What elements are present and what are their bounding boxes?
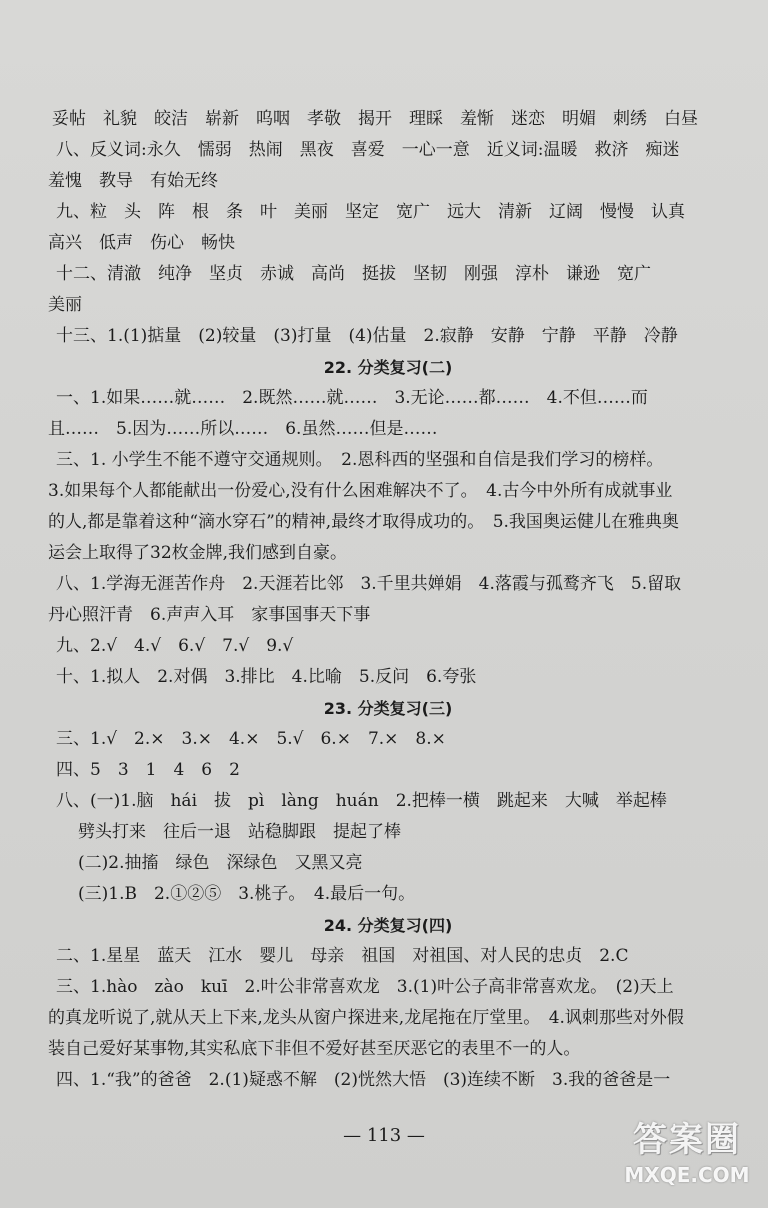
text-line: 且…… 5.因为……所以…… 6.虽然……但是…… [48,419,438,439]
text-line: 三、1.hào zào kuī 2.叶公非常喜欢龙 3.(1)叶公子高非常喜欢龙。 (2)天上 [56,977,674,997]
text-line: 八、(一)1.脑 hái 拔 pì làng huán 2.把棒一横 跳起来 大喊 举起棒 [56,791,667,811]
section-heading: 23. 分类复习(三) [323,699,453,718]
watermark-url: MXQE.COM [624,1163,750,1187]
text-line: 十、1.拟人 2.对偶 3.排比 4.比喻 5.反问 6.夸张 [56,667,477,687]
text-line: 九、2.√ 4.√ 6.√ 7.√ 9.√ [56,636,294,656]
text-line: 二、1.星星 蓝天 江水 婴儿 母亲 祖国 对祖国、对人民的忠贞 2.C [56,946,629,966]
text-line: 3.如果每个人都能献出一份爱心,没有什么困难解决不了。 4.古今中外所有成就事业 [48,481,673,501]
text-line: 妥帖 礼貌 皎洁 崭新 呜咽 孝敬 揭开 理睬 羞惭 迷恋 明媚 刺绣 白昼 [52,109,698,129]
answer-content [48,104,728,1096]
watermark-logo [612,1118,762,1204]
text-line: 八、1.学海无涯苦作舟 2.天涯若比邻 3.千里共婵娟 4.落霞与孤鹜齐飞 5.留取 [56,574,682,594]
text-line: 三、1. 小学生不能不遵守交通规则。 2.恩科西的坚强和自信是我们学习的榜样。 [56,450,664,470]
text-line: 十二、清澈 纯净 坚贞 赤诚 高尚 挺拔 坚韧 刚强 淳朴 谦逊 宽广 [56,264,651,284]
text-line: (三)1.B 2.①②⑤ 3.桃子。 4.最后一句。 [78,884,416,904]
text-line: 装自己爱好某事物,其实私底下非但不爱好甚至厌恶它的表里不一的人。 [48,1039,581,1059]
text-line: 高兴 低声 伤心 畅快 [48,233,235,253]
text-line: 丹心照汗青 6.声声入耳 家事国事天下事 [48,605,371,625]
text-line: 美丽 [48,295,82,315]
text-line: (二)2.抽搐 绿色 深绿色 又黑又亮 [78,853,363,873]
text-line: 运会上取得了32枚金牌,我们感到自豪。 [48,543,348,563]
page-number: — 113 — [343,1125,425,1146]
section-heading: 24. 分类复习(四) [323,916,453,935]
text-line: 的人,都是靠着这种“滴水穿石”的精神,最终才取得成功的。 5.我国奥运健儿在雅典奥 [48,512,679,532]
text-line: 八、反义词:永久 懦弱 热闹 黑夜 喜爱 一心一意 近义词:温暖 救济 痴迷 [56,140,680,160]
watermark-title: 答案圈 [633,1120,741,1160]
text-line: 四、1.“我”的爸爸 2.(1)疑惑不解 (2)恍然大悟 (3)连续不断 3.我的爸爸是一 [56,1070,671,1090]
text-line: 一、1.如果……就…… 2.既然……就…… 3.无论……都…… 4.不但……而 [56,388,648,408]
text-line: 十三、1.(1)掂量 (2)较量 (3)打量 (4)估量 2.寂静 安静 宁静 平静 冷静 [56,326,678,346]
text-line: 的真龙听说了,就从天上下来,龙头从窗户探进来,龙尾拖在厅堂里。 4.讽刺那些对外假 [48,1008,684,1028]
text-line: 劈头打来 往后一退 站稳脚跟 提起了棒 [78,822,401,842]
text-line: 四、5 3 1 4 6 2 [56,760,240,780]
text-line: 九、粒 头 阵 根 条 叶 美丽 坚定 宽广 远大 清新 辽阔 慢慢 认真 [56,202,685,222]
section-heading: 22. 分类复习(二) [323,358,453,377]
text-line: 三、1.√ 2.× 3.× 4.× 5.√ 6.× 7.× 8.× [56,729,446,749]
text-line: 羞愧 教导 有始无终 [48,171,218,191]
